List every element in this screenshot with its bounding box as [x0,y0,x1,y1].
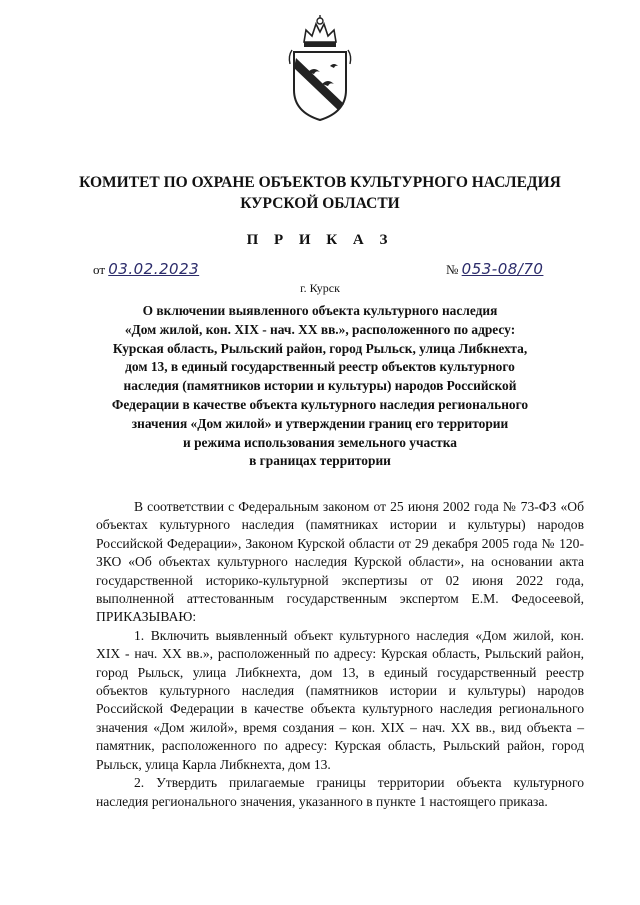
organization-title-line1: КОМИТЕТ ПО ОХРАНЕ ОБЪЕКТОВ КУЛЬТУРНОГО НАСЛЕДИЯ [79,174,561,191]
preamble-paragraph: В соответствии с Федеральным законом от 25 июня 2002 года № 73-ФЗ «Об объектах культурного наследия (памятниках истории и культуры) народов Российской Федерации», Законом Курской области от 29 декабря 2005 года № 120-ЗКО «Об объектах культурного наследия Курской области», на основании акта государственной историко-культурной экспертизы от 02 июня 2022 года, выполненной аттестованным государственным экспертом Е.М. Федосеевой, ПРИКАЗЫВАЮ: [96,499,584,625]
order-item-2: 2. Утвердить прилагаемые границы территории объекта культурного наследия регионального значения, указанного в пункте 1 настоящего приказа. [96,775,584,809]
organization-title-line2: КУРСКОЙ ОБЛАСТИ [240,195,400,212]
coat-of-arms-icon [282,12,358,124]
order-date [93,260,199,278]
subject-line: значения «Дом жилой» и утверждении границ его территории [131,415,509,431]
order-body [96,498,584,811]
subject-line: в границах территории [249,453,391,469]
order-subject [90,302,550,471]
subject-line: и режима использования земельного участка [183,434,457,450]
subject-line: Федерации в качестве объекта культурного наследия регионального [111,396,529,412]
order-number [446,260,543,278]
subject-line: О включении выявленного объекта культурного наследия [142,303,498,318]
organization-title [60,172,580,214]
subject-line: наследия (памятников истории и культуры) народов Российской [123,378,517,394]
date-prefix: от [93,262,106,277]
subject-line: «Дом жилой, кон. XIX - нач. XX вв.», расположенного по адресу: [124,321,516,337]
number-prefix: № [446,262,459,277]
order-heading: П Р И К А З [246,232,394,248]
date-value: 03.02.2023 [108,260,200,278]
order-item-1: 1. Включить выявленный объект культурного наследия «Дом жилой, кон. XIX - нач. XX вв.», расположенный по адресу: Курская область, Рыльский район, город Рыльск, улица Либкнехта, дом 13, в единый государственный реестр объектов культурного наследия (памятников истории и культуры) народов Российской Федерации в качестве объекта культурного наследия регионального значения «Дом жилой», время создания – кон. XIX – нач. XX вв., вид объекта – памятник, расположенного по адресу: Курская область, Рыльский район, город Рыльск, улица Карла Либкнехта, дом 13. [96,627,584,772]
subject-line: Курская область, Рыльский район, город Рыльск, улица Либкнехта, [112,340,528,356]
city-label: г. Курск [300,281,340,295]
number-value: 053-08/70 [461,260,544,278]
subject-line: дом 13, в единый государственный реестр объектов культурного [125,359,515,375]
